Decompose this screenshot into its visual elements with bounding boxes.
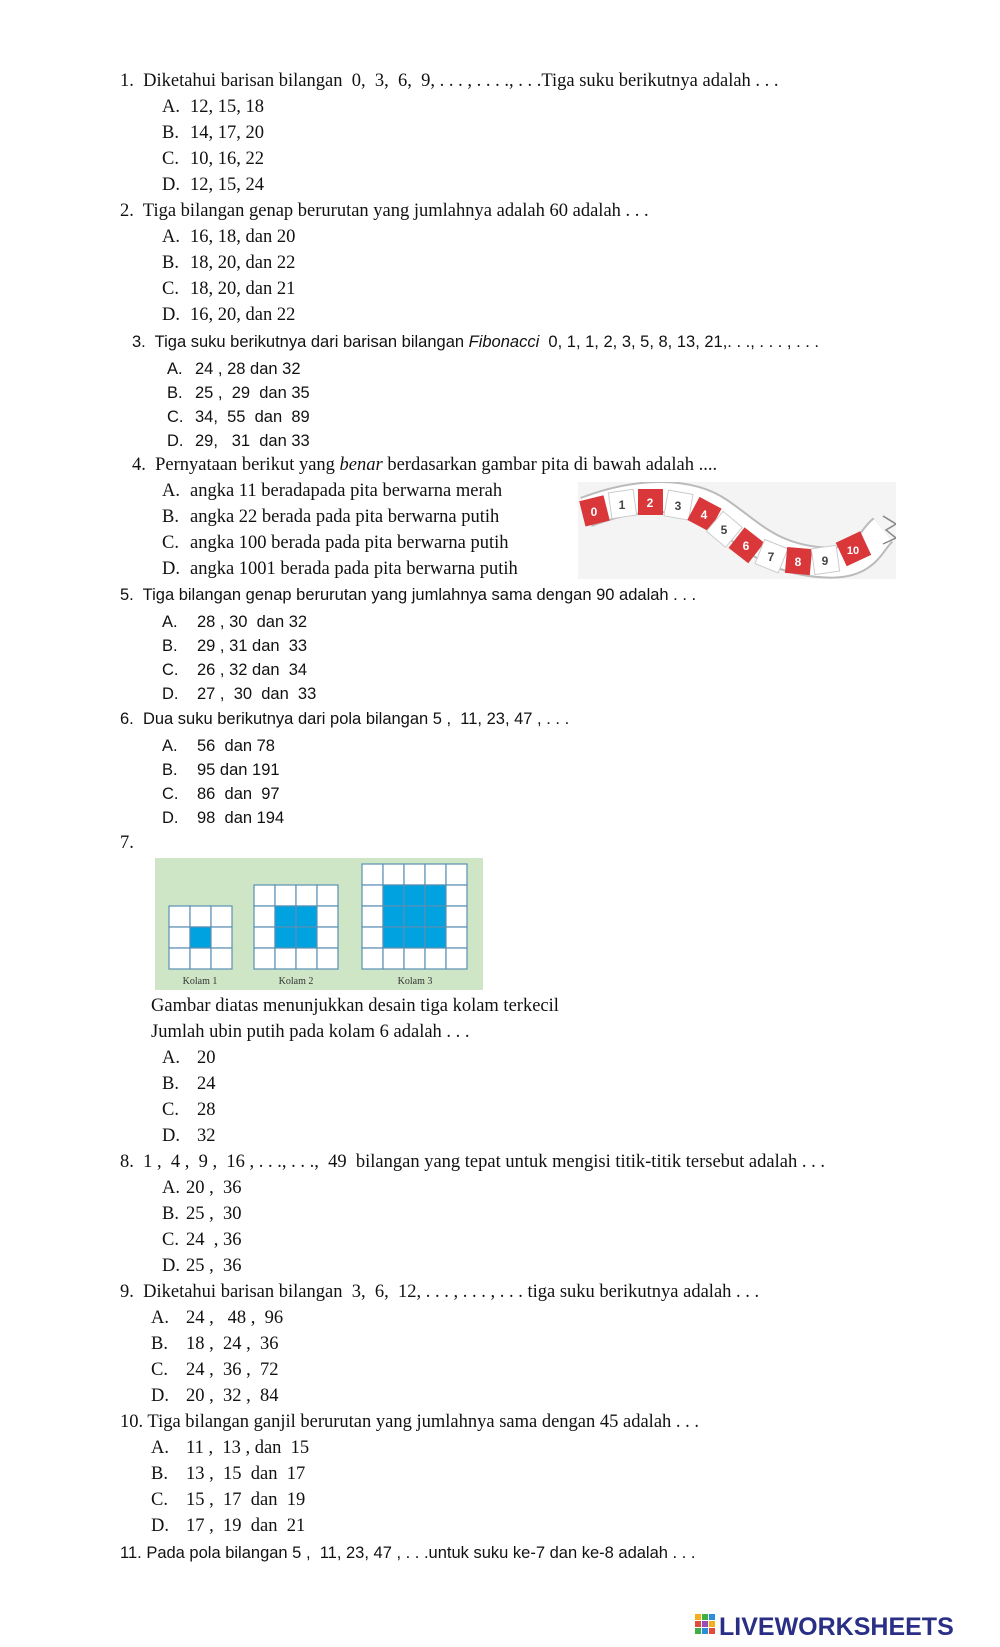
pool-tiles-figure <box>155 858 483 990</box>
option-9c[interactable]: C. 24 , 36 , 72 <box>151 1360 279 1380</box>
option-1a[interactable]: A. 12, 15, 18 <box>162 97 264 117</box>
question-8 <box>120 1151 825 1173</box>
svg-text:10: 10 <box>846 545 860 557</box>
option-2d[interactable]: D. 16, 20, dan 22 <box>162 305 296 325</box>
question-text: Dua suku berikutnya dari pola bilangan 5 , 11, 23, 47 , . . . <box>142 710 570 728</box>
liveworksheets-logo-icon <box>693 1610 993 1640</box>
pool-label-2: Kolam 2 <box>278 976 314 987</box>
question-text: Tiga bilangan ganjil berurutan yang jumlahnya sama dengan 45 adalah . . . <box>147 1412 700 1432</box>
option-9b[interactable]: B. 18 , 24 , 36 <box>151 1334 279 1354</box>
question-text: Diketahui barisan bilangan 0, 3, 6, 9, . . . , . . . ., . . .Tiga suku berikutnya adalah . . . <box>143 71 779 91</box>
option-8a[interactable]: A. 20 , 36 <box>162 1178 242 1198</box>
question-text: Tiga bilangan genap berurutan yang jumlahnya adalah 60 adalah . . . <box>142 201 649 221</box>
ribbon-cell-1 <box>608 489 636 518</box>
question-7-text-2: Jumlah ubin putih pada kolam 6 adalah . . . <box>151 1022 470 1042</box>
question-4: 4. Pernyataan berikut yang benar berdasarkan gambar pita di bawah adalah .... <box>132 455 718 475</box>
option-5d[interactable]: D. 27 , 30 dan 33 <box>162 685 317 703</box>
svg-text:7: 7 <box>767 550 775 564</box>
question-number: 2. <box>120 201 134 221</box>
question-9 <box>120 1281 759 1303</box>
pool-3 <box>362 864 467 969</box>
ribbon-cell-8 <box>785 547 812 575</box>
question-text: 1 , 4 , 9 , 16 , . . ., . . ., 49 bilangan yang tepat untuk mengisi titik-titik tersebut adalah . . . <box>143 1152 825 1172</box>
option-3d[interactable]: D. 29, 31 dan 33 <box>167 432 310 450</box>
option-4c[interactable]: C. angka 100 berada pada pita berwarna putih <box>162 533 509 553</box>
option-2c[interactable]: C. 18, 20, dan 21 <box>162 279 296 299</box>
question-number: 5. <box>120 586 134 604</box>
option-3a[interactable]: A. 24 , 28 dan 32 <box>167 360 301 378</box>
option-9a[interactable]: A. 24 , 48 , 96 <box>151 1308 284 1328</box>
number-ribbon-figure <box>578 482 896 579</box>
option-7d[interactable]: D. 32 <box>162 1126 216 1146</box>
pool-label-3: Kolam 3 <box>397 976 433 987</box>
option-2b[interactable]: B. 18, 20, dan 22 <box>162 253 296 273</box>
option-1b[interactable]: B. 14, 17, 20 <box>162 123 264 143</box>
svg-text:0: 0 <box>590 505 598 519</box>
question-2 <box>120 200 649 222</box>
option-6b[interactable]: B. 95 dan 191 <box>162 761 280 779</box>
option-2a[interactable]: A. 16, 18, dan 20 <box>162 227 296 247</box>
option-5c[interactable]: C. 26 , 32 dan 34 <box>162 661 308 679</box>
pool-2 <box>254 885 338 969</box>
question-3: 3. Tiga suku berikutnya dari barisan bilangan Fibonacci 0, 1, 1, 2, 3, 5, 8, 13, 21,. . ., . . . , . . . <box>132 333 819 351</box>
question-number: 8. <box>120 1152 134 1172</box>
question-number: 6. <box>120 710 134 728</box>
svg-text:3: 3 <box>674 499 682 513</box>
svg-text:4: 4 <box>700 508 708 522</box>
pool-1 <box>169 906 232 969</box>
question-number: 11. <box>120 1544 142 1562</box>
option-8c[interactable]: C. 24 , 36 <box>162 1230 242 1250</box>
question-7-text-1: Gambar diatas menunjukkan desain tiga kolam terkecil <box>151 996 559 1016</box>
question-number: 4. <box>132 455 146 475</box>
svg-text:5: 5 <box>720 523 728 537</box>
question-number: 9. <box>120 1282 134 1302</box>
pool-label-1: Kolam 1 <box>182 976 218 987</box>
svg-text:9: 9 <box>821 554 829 568</box>
question-number: 3. <box>132 333 146 351</box>
option-10c[interactable]: C. 15 , 17 dan 19 <box>151 1490 306 1510</box>
option-4a[interactable]: A. angka 11 beradapada pita berwarna merah <box>162 481 503 501</box>
option-1c[interactable]: C. 10, 16, 22 <box>162 149 264 169</box>
question-text: Diketahui barisan bilangan 3, 6, 12, . . . , . . . , . . . tiga suku berikutnya adalah . . . <box>143 1282 760 1302</box>
question-text: Tiga bilangan genap berurutan yang jumlahnya sama dengan 90 adalah . . . <box>142 586 697 604</box>
option-4b[interactable]: B. angka 22 berada pada pita berwarna putih <box>162 507 500 527</box>
ribbon-cell-2 <box>638 489 663 515</box>
svg-text:6: 6 <box>742 539 750 553</box>
question-number: 10. <box>120 1412 144 1432</box>
liveworksheets-logo[interactable] <box>693 1610 993 1640</box>
question-1 <box>120 70 779 92</box>
svg-text:LIVEWORKSHEETS: LIVEWORKSHEETS <box>719 1613 954 1640</box>
option-9d[interactable]: D. 20 , 32 , 84 <box>151 1386 279 1406</box>
question-11 <box>120 1542 695 1564</box>
question-6 <box>120 708 569 730</box>
svg-text:8: 8 <box>794 555 802 569</box>
option-7c[interactable]: C. 28 <box>162 1100 216 1120</box>
option-6a[interactable]: A. 56 dan 78 <box>162 737 275 755</box>
option-5b[interactable]: B. 29 , 31 dan 33 <box>162 637 308 655</box>
option-7a[interactable]: A. 20 <box>162 1048 216 1068</box>
question-10 <box>120 1411 699 1433</box>
option-10a[interactable]: A. 11 , 13 , dan 15 <box>151 1438 310 1458</box>
question-7 <box>120 832 134 854</box>
option-6c[interactable]: C. 86 dan 97 <box>162 785 280 803</box>
question-number: 1. <box>120 71 134 91</box>
option-6d[interactable]: D. 98 dan 194 <box>162 809 285 827</box>
option-3b[interactable]: B. 25 , 29 dan 35 <box>167 384 310 402</box>
option-8b[interactable]: B. 25 , 30 <box>162 1204 242 1224</box>
option-7b[interactable]: B. 24 <box>162 1074 216 1094</box>
option-8d[interactable]: D. 25 , 36 <box>162 1256 242 1276</box>
svg-text:1: 1 <box>618 498 626 512</box>
option-5a[interactable]: A. 28 , 30 dan 32 <box>162 613 308 631</box>
option-10b[interactable]: B. 13 , 15 dan 17 <box>151 1464 306 1484</box>
option-4d[interactable]: D. angka 1001 berada pada pita berwarna putih <box>162 559 518 579</box>
question-number: 7. <box>120 833 134 853</box>
option-3c[interactable]: C. 34, 55 dan 89 <box>167 408 310 426</box>
ribbon-cell-9 <box>811 545 839 574</box>
question-text: Pada pola bilangan 5 , 11, 23, 47 , . . .untuk suku ke-7 dan ke-8 adalah . . . <box>146 1544 696 1562</box>
svg-text:2: 2 <box>646 496 654 510</box>
option-10d[interactable]: D. 17 , 19 dan 21 <box>151 1516 306 1536</box>
option-1d[interactable]: D. 12, 15, 24 <box>162 175 264 195</box>
ribbon-cell-3 <box>664 490 693 520</box>
question-5 <box>120 584 696 606</box>
